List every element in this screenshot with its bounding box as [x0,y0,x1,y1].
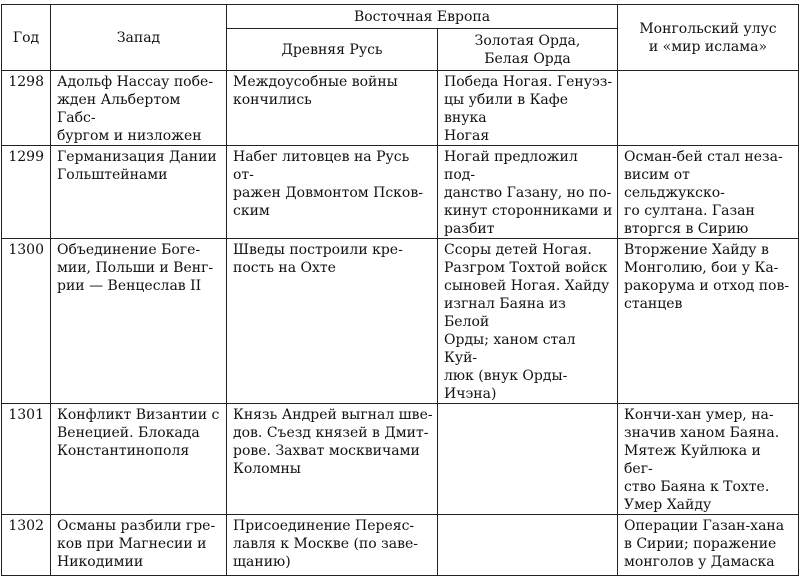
mongol-cell: Кончи-хан умер, на- значив ханом Баяна. Мятеж Куйлюка и бег- ство Баяна к Тохте. Умер Хайду [618,404,799,515]
table-row [2,515,799,576]
table-row [2,404,799,515]
chronology-table [1,4,799,576]
table-row [2,71,799,146]
mongol-cell: Осман-бей стал неза- висим от сельджукско- го султана. Газан вторгся в Сирию [618,146,799,239]
header-mongol-ulus [618,5,799,71]
west-cell: Конфликт Византии с Венецией. Блокада Константинополя [51,404,227,515]
mongol-cell: Операции Газан-хана в Сирии; поражение монголов у Дамаска [618,515,799,576]
table-row [2,239,799,404]
year-cell: 1302 [2,515,51,576]
header-golden-horde-label: Золотая Орда, Белая Орда [474,32,581,67]
year-cell: 1298 [2,71,51,146]
year-cell: 1299 [2,146,51,239]
horde-cell: Победа Ногая. Генуэз- цы убили в Кафе внука Ногая [438,71,618,146]
rus-cell: Шведы построили кре- пость на Охте [227,239,438,404]
header-year: Год [2,5,51,71]
west-cell: Османы разбили гре- ков при Магнесии и Никодимии [51,515,227,576]
rus-cell: Князь Андрей выгнал шве- дов. Съезд князей в Дмит- рове. Захват москвичами Коломны [227,404,438,515]
table-row [2,146,799,239]
header-golden-horde [438,29,618,71]
horde-cell: Ногай предложил под- данство Газану, но по- кинут сторонниками и разбит [438,146,618,239]
west-cell: Германизация Дании Гольштейнами [51,146,227,239]
west-cell: Адольф Нассау побе- жден Альбертом Габс- бургом и низложен [51,71,227,146]
header-mongol-label: Монгольский улус и «мир ислама» [639,20,777,55]
rus-cell: Присоединение Переяс- лавля к Москве (по заве- щанию) [227,515,438,576]
rus-cell: Набег литовцев на Русь от- ражен Довмонтом Псков- ским [227,146,438,239]
rus-cell: Междоусобные войны кончились [227,71,438,146]
header-west: Запад [51,5,227,71]
header-ancient-rus: Древняя Русь [227,29,438,71]
horde-cell: Ссоры детей Ногая. Разгром Тохтой войск сыновей Ногая. Хайду изгнал Баяна из Белой Орды; ханом стал Куй- люк (внук Орды-Ичэна) [438,239,618,404]
year-cell: 1301 [2,404,51,515]
horde-cell [438,404,618,515]
mongol-cell [618,71,799,146]
header-east-europe: Восточная Европа [227,5,618,29]
west-cell: Объединение Боге- мии, Польши и Венг- рии — Венцеслав II [51,239,227,404]
mongol-cell: Вторжение Хайду в Монголию, бои у Ка- ракорума и отход пов- станцев [618,239,799,404]
year-cell: 1300 [2,239,51,404]
horde-cell [438,515,618,576]
